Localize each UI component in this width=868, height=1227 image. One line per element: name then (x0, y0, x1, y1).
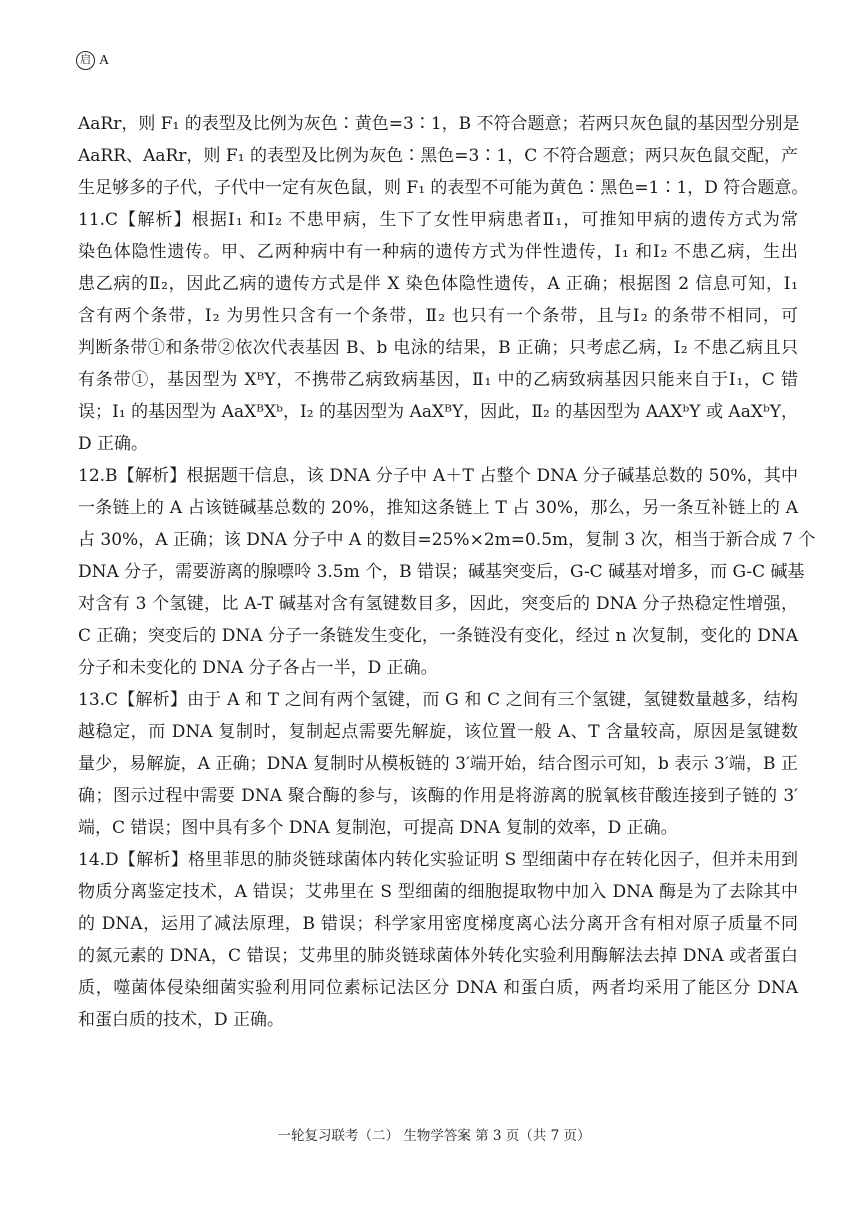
text-line: 患乙病的Ⅱ₂，因此乙病的遗传方式是伴 X 染色体隐性遗传，A 正确；根据图 2 信息可知，Ⅰ₁ (78, 274, 798, 294)
text-line: 有条带①，基因型为 XᴮY，不携带乙病致病基因，Ⅱ₁ 中的乙病致病基因只能来自于Ⅰ₁，C 错 (78, 370, 798, 390)
text-line: 质，噬菌体侵染细菌实验利用同位素标记法区分 DNA 和蛋白质，两者均采用了能区分 DNA (78, 978, 798, 998)
text-line: 误；Ⅰ₁ 的基因型为 AaXᴮXᵇ，Ⅰ₂ 的基因型为 AaXᴮY，因此，Ⅱ₂ 的基因型为 AAXᵇY 或 AaXᵇY， (78, 402, 798, 422)
text-line: 的 DNA，运用了减法原理，B 错误；科学家用密度梯度离心法分离开含有相对原子质量不同 (78, 914, 798, 934)
text-line: DNA 分子，需要游离的腺嘌呤 3.5m 个，B 错误；碱基突变后，G-C 碱基对增多，而 G-C 碱基 (78, 562, 805, 582)
text-line: 和蛋白质的技术，D 正确。 (78, 1010, 285, 1030)
text-line: D 正确。 (78, 434, 149, 454)
text-line: 端，C 错误；图中具有多个 DNA 复制泡，可提高 DNA 复制的效率，D 正确。 (78, 818, 678, 838)
text-line: 含有两个条带，Ⅰ₂ 为男性只含有一个条带，Ⅱ₂ 也只有一个条带，且与Ⅰ₂ 的条带不相同，可 (78, 306, 798, 326)
text-line: 判断条带①和条带②依次代表基因 B、b 电泳的结果，B 正确；只考虑乙病，Ⅰ₂ 不患乙病且只 (78, 338, 798, 358)
text-line: 占 30%，A 正确；该 DNA 分子中 A 的数目=25%×2m=0.5m，复制 3 次，相当于新合成 7 个 (78, 530, 816, 550)
text-line: AaRr，则 F₁ 的表型及比例为灰色∶黄色=3∶1，B 不符合题意；若两只灰色鼠的基因型分别是 (78, 114, 800, 134)
text-line: 11.C【解析】根据Ⅰ₁ 和Ⅰ₂ 不患甲病，生下了女性甲病患者Ⅱ₁，可推知甲病的遗传方式为常 (78, 210, 798, 230)
text-line: 12.B【解析】根据题干信息，该 DNA 分子中 A＋T 占整个 DNA 分子碱基总数的 50%，其中 (78, 466, 798, 486)
text-line: 分子和未变化的 DNA 分子各占一半，D 正确。 (78, 658, 438, 678)
text-line: 量少，易解旋，A 正确；DNA 复制时从模板链的 3′端开始，结合图示可知，b 表示 3′端，B 正 (78, 754, 798, 774)
text-line: 物质分离鉴定技术，A 错误；艾弗里在 S 型细菌的细胞提取物中加入 DNA 酶是为了去除其中 (78, 882, 798, 902)
text-line: AaRR、AaRr，则 F₁ 的表型及比例为灰色∶黑色=3∶1，C 不符合题意；两只灰色鼠交配，产 (78, 146, 798, 166)
page-footer: 一轮复习联考（二） 生物学答案 第 3 页（共 7 页） (277, 1128, 591, 1144)
text-line: 染色体隐性遗传。甲、乙两种病中有一种病的遗传方式为伴性遗传，Ⅰ₁ 和Ⅰ₂ 不患乙病，生出 (78, 242, 798, 262)
answer-body (78, 108, 816, 1036)
stamp-letter: A (99, 52, 110, 68)
text-line: 的氮元素的 DNA，C 错误；艾弗里的肺炎链球菌体外转化实验利用酶解法去掉 DNA 或者蛋白 (78, 946, 798, 966)
text-line: 确；图示过程中需要 DNA 聚合酶的参与，该酶的作用是将游离的脱氧核苷酸连接到子链的 3′ (78, 786, 798, 806)
text-line: 越稳定，而 DNA 复制时，复制起点需要先解旋，该位置一般 A、T 含量较高，原因是氢键数 (78, 722, 798, 742)
text-line: 一条链上的 A 占该链碱基总数的 20%，推知这条链上 T 占 30%，那么，另一条互补链上的 A (78, 498, 798, 518)
text-line: 13.C【解析】由于 A 和 T 之间有两个氢键，而 G 和 C 之间有三个氢键，氢键数量越多，结构 (78, 690, 798, 710)
stamp-circle-icon: 启 (76, 51, 95, 70)
text-line: 生足够多的子代，子代中一定有灰色鼠，则 F₁ 的表型不可能为黄色∶黑色=1∶1，D 符合题意。 (78, 178, 809, 198)
text-line: C 正确；突变后的 DNA 分子一条链发生变化，一条链没有变化，经过 n 次复制，变化的 DNA (78, 626, 798, 646)
watermark-stamp (76, 51, 109, 70)
text-line: 14.D【解析】格里菲思的肺炎链球菌体内转化实验证明 S 型细菌中存在转化因子，但并未用到 (78, 850, 798, 870)
text-line: 对含有 3 个氢键，比 A-T 碱基对含有氢键数目多，因此，突变后的 DNA 分子热稳定性增强， (78, 594, 798, 614)
